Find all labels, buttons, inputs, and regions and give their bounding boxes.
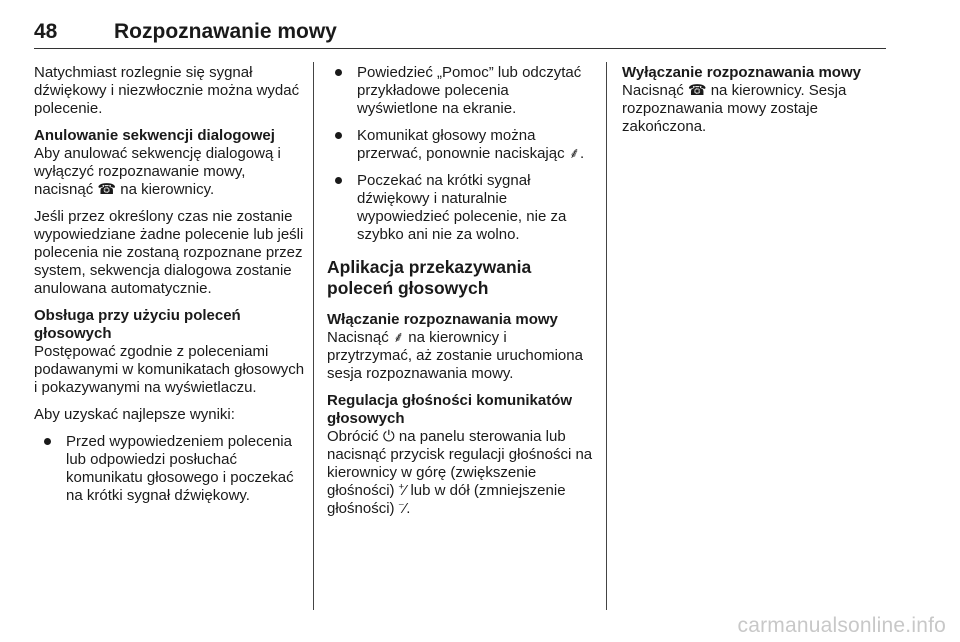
page-number: 48 [34, 20, 58, 43]
header-rule [34, 48, 886, 49]
paragraph-timeout: Jeśli przez określony czas nie zostanie wypowiedziane żadne polecenie lub jeśli polecenia nie zostaną rozpoznane przez system, sekwencja dialogowa zostanie anulowana automatycznie. [34, 208, 304, 297]
section-heading-voice-pass-thru: Aplikacja przekazywania poleceń głosowych [327, 257, 532, 298]
paragraph-best-results: Aby uzyskać najlepsze wyniki: [34, 406, 235, 423]
heading-enable-recognition: Włączanie rozpoznawania mowy [327, 311, 558, 328]
heading-voice-operation: Obsługa przy użyciu poleceń głosowych [34, 307, 241, 342]
paragraph-enable-recognition: Nacisnąć ⸙ na kierownicy i przytrzymać, aż zostanie uruchomiona sesja rozpoznawania mowy. [327, 329, 583, 382]
list-item: Przed wypowiedzeniem polecenia lub odpowiedzi posłuchać komunikatu głosowego i poczekać na krótki sygnał dźwiękowy. [34, 433, 306, 505]
watermark: carmanualsonline.info [737, 614, 946, 637]
paragraph-cancel-dialog: Aby anulować sekwencję dialogową i wyłączyć rozpoznawanie mowy, nacisnąć ☎ na kierownicy. [34, 145, 281, 198]
heading-disable-recognition: Wyłączanie rozpoznawania mowy [622, 64, 861, 81]
list-item: Poczekać na krótki sygnał dźwiękowy i naturalnie wypowiedzieć polecenie, nie za szybko ani nie za wolno. [325, 172, 593, 244]
heading-volume-adjust: Regulacja głośności komunikatów głosowych [327, 392, 573, 427]
paragraph-volume-adjust: Obrócić ⏻ na panelu sterowania lub nacisnąć przycisk regulacji głośności na kierownicy w górę (zwiększenie głośności) ⁺⁄ lub w dół (zmniejszenie głośności) ⁻⁄. [327, 428, 593, 517]
list-item: Komunikat głosowy można przerwać, ponownie naciskając ⸙. [325, 127, 593, 163]
column-3 [622, 64, 882, 145]
paragraph-disable-recognition: Nacisnąć ☎ na kierownicy. Sesja rozpoznawania mowy zostaje zakończona. [622, 82, 847, 135]
page-title: Rozpoznawanie mowy [114, 20, 337, 43]
list-item: Powiedzieć „Pomoc” lub odczytać przykładowe polecenia wyświetlone na ekranie. [325, 64, 593, 118]
heading-cancel-dialog: Anulowanie sekwencji dialogowej [34, 127, 275, 144]
paragraph-voice-operation: Postępować zgodnie z poleceniami podawanymi w komunikatach głosowych i pokazywanymi na wyświetlaczu. [34, 343, 305, 396]
column-1 [34, 64, 306, 514]
column-divider-2 [606, 62, 607, 610]
column-divider-1 [313, 62, 314, 610]
tips-list-continued [325, 64, 593, 244]
column-2 [327, 64, 593, 527]
paragraph-signal: Natychmiast rozlegnie się sygnał dźwiękowy i niezwłocznie można wydać polecenie. [34, 64, 300, 117]
tips-list [34, 433, 306, 505]
